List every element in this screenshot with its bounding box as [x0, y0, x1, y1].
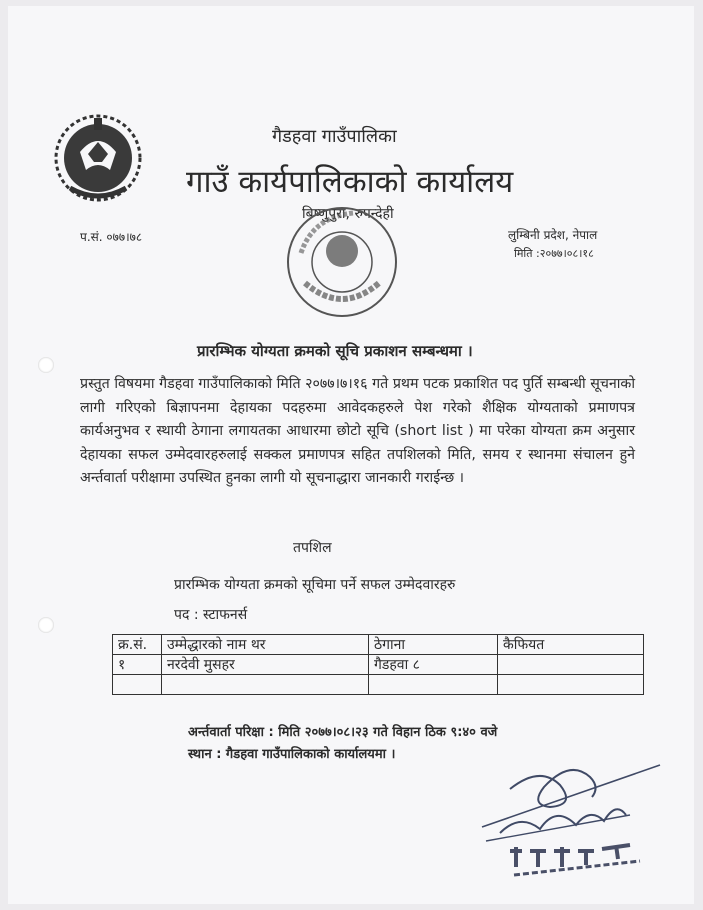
- cell-remarks: [498, 655, 644, 675]
- signature-stamp: [480, 755, 670, 885]
- post-name: पद : स्टाफनर्स: [174, 607, 248, 623]
- table-header-row: [113, 635, 644, 655]
- notice-body: प्रस्तुत विषयमा गैडहवा गाउँपालिकाको मिति २०७७।७।१६ गते प्रथम पटक प्रकाशित पद पुर्ति सम्बन्धी सूचनाको लागी गरिएको बिज्ञापनमा देहायका पदहरुमा आवेदकहरुले पेश गरेको शैक्षिक योग्यताको प्रमाणपत्र कार्यअनुभव र स्थायी ठेगाना लगायतका आधारमा छोटो सूचि (short list ) मा परेका योग्यता क्रम अनुसार देहायका सफल उम्मेदवारहरुलाई सक्कल प्रमाणपत्र सहित तपशिलको मिति, समय र स्थानमा संचालन हुने अर्न्तवार्ता परीक्षामा उपस्थित हुनका लागी यो सूचनाद्धारा जानकारी गराईन्छ ।: [80, 376, 635, 486]
- office-seal-stamp: [283, 203, 401, 321]
- punch-hole: [38, 357, 54, 373]
- cell-sn: [113, 675, 162, 695]
- col-header-sn: क्र.सं.: [113, 635, 162, 655]
- candidate-table: [112, 634, 644, 695]
- cell-name: नरदेवी मुसहर: [162, 655, 369, 675]
- col-header-address: ठेगाना: [369, 635, 498, 655]
- table-row: [113, 675, 644, 695]
- notice-subject: प्रारम्भिक योग्यता क्रमको सूचि प्रकाशन सम्बन्धमा ।: [197, 342, 473, 360]
- col-header-remarks: कैफियत: [498, 635, 644, 655]
- interview-venue: स्थान : गैडहवा गाउँपालिकाको कार्यालयमा ।: [188, 747, 396, 762]
- cell-sn: १: [113, 655, 162, 675]
- office-title: गाउँ कार्यपालिकाको कार्यालय: [186, 164, 514, 200]
- candidates-heading: प्रारम्भिक योग्यता क्रमको सूचिमा पर्ने सफल उम्मेदवारहरु: [174, 577, 456, 593]
- table-row: [113, 655, 644, 675]
- government-emblem-icon: [52, 112, 144, 204]
- cell-name: [162, 675, 369, 695]
- office-address: बिष्णुपुरा, रुपन्देही: [302, 206, 394, 222]
- reference-number: प.सं. ०७७।७८: [80, 230, 143, 244]
- cell-address: [369, 675, 498, 695]
- details-heading: तपशिल: [293, 540, 332, 556]
- municipality-name: गैडहवा गाउँपालिका: [272, 126, 397, 147]
- punch-hole: [38, 617, 54, 633]
- province: लुम्बिनी प्रदेश, नेपाल: [508, 228, 598, 242]
- interview-schedule: अर्न्तवार्ता परिक्षा : मिति २०७७।०८।२३ गते विहान ठिक ९:४० वजे: [188, 725, 498, 740]
- cell-address: गैडहवा ८: [369, 655, 498, 675]
- issue-date: मिति :२०७७।०८।१८: [514, 247, 594, 260]
- cell-remarks: [498, 675, 644, 695]
- col-header-name: उम्मेद्धारको नाम थर: [162, 635, 369, 655]
